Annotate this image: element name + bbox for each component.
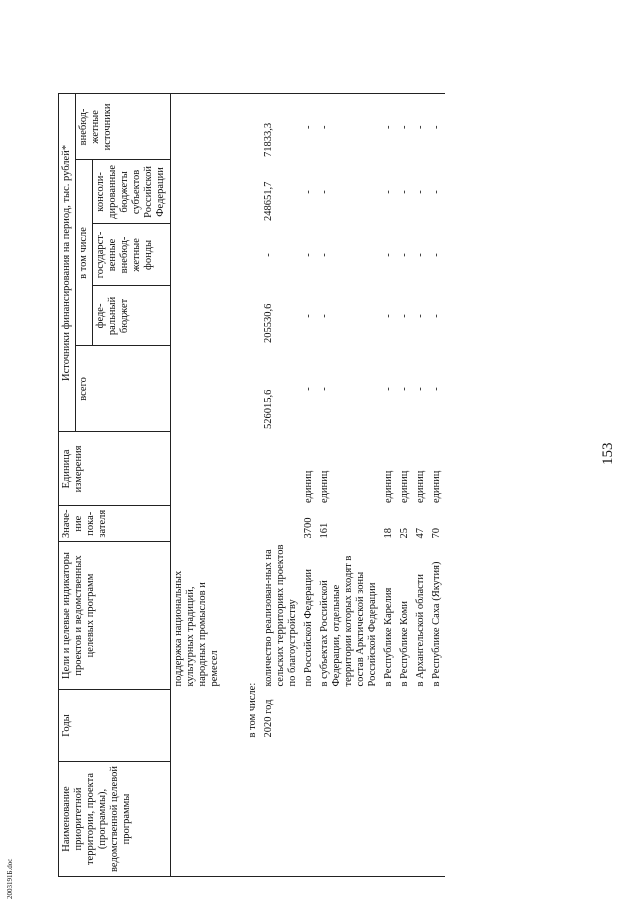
row-consolidated: - bbox=[415, 190, 427, 194]
year-cell: 2020 год bbox=[262, 699, 274, 738]
table-row bbox=[397, 94, 413, 877]
row-value: 161 bbox=[318, 522, 330, 539]
row-total: - bbox=[302, 387, 314, 391]
row-extra: - bbox=[301, 94, 317, 160]
row-state-funds: - bbox=[431, 253, 443, 257]
table-row bbox=[301, 94, 317, 877]
row-federal: - bbox=[383, 314, 395, 318]
table-row bbox=[429, 94, 445, 877]
including-label: в том числе: bbox=[246, 682, 258, 738]
header-state-funds: государст-венные внебюд-жетные фонды bbox=[93, 224, 170, 286]
header-including: в том числе bbox=[76, 160, 93, 346]
row-state-funds: - bbox=[318, 253, 330, 257]
year-extra: 71833,3 bbox=[261, 94, 301, 160]
header-years: Годы bbox=[59, 690, 171, 762]
row-unit: единиц bbox=[399, 470, 411, 503]
year-consolidated: 248651,7 bbox=[262, 181, 274, 221]
row-state-funds: - bbox=[302, 253, 314, 257]
row-federal: - bbox=[318, 314, 330, 318]
row-consolidated: - bbox=[383, 190, 395, 194]
header-unit: Единица измерения bbox=[59, 432, 171, 506]
table-row bbox=[170, 94, 245, 877]
header-value: Значе-ние пока-зателя bbox=[59, 506, 171, 542]
row-total: - bbox=[383, 387, 395, 391]
row-extra: - bbox=[397, 94, 413, 160]
row-goal: в Республике Коми bbox=[399, 601, 411, 687]
table-row bbox=[413, 94, 429, 877]
row-state-funds: - bbox=[383, 253, 395, 257]
row-consolidated: - bbox=[302, 190, 314, 194]
table-row bbox=[381, 94, 397, 877]
row-unit: единиц bbox=[302, 470, 314, 503]
row-federal: - bbox=[399, 314, 411, 318]
year-total: 526015,6 bbox=[262, 389, 274, 429]
row-federal: - bbox=[302, 314, 314, 318]
row-extra: - bbox=[413, 94, 429, 160]
row-state-funds: - bbox=[399, 253, 411, 257]
header-consolidated: консоли-дированные бюджеты субъектов Российской Федерации bbox=[93, 160, 170, 224]
page-number: 153 bbox=[600, 442, 616, 465]
row-extra: - bbox=[429, 94, 445, 160]
header-sources: Источники финансирования на период, тыс. рублей* bbox=[59, 94, 76, 432]
row-unit: единиц bbox=[415, 470, 427, 503]
row-total: - bbox=[431, 387, 443, 391]
table-row bbox=[245, 94, 261, 877]
row-value: 3700 bbox=[302, 517, 314, 539]
row-goal: в Республике Карелия bbox=[383, 587, 395, 687]
row-consolidated: - bbox=[431, 190, 443, 194]
row-goal: в субъектах Российской Федерации, отдельные территории которых входят в состав Арктической зоны Российской Федерации bbox=[318, 555, 379, 687]
row-value: 18 bbox=[383, 528, 395, 539]
row-unit: единиц bbox=[318, 470, 330, 503]
year-state-funds: - bbox=[262, 253, 274, 257]
row-consolidated: - bbox=[399, 190, 411, 194]
row-federal: - bbox=[415, 314, 427, 318]
row-goal: в Архангельской области bbox=[415, 574, 427, 687]
financing-table bbox=[58, 93, 445, 877]
row-unit: единиц bbox=[383, 470, 395, 503]
row-extra: - bbox=[317, 94, 381, 160]
row-state-funds: - bbox=[415, 253, 427, 257]
row-total: - bbox=[318, 387, 330, 391]
header-name: Наименование приоритетной территории, проекта (программы), ведомственной целевой программы bbox=[59, 762, 171, 877]
row-goal: по Российской Федерации bbox=[302, 569, 314, 687]
footer-file-code: 2003191Б.doc bbox=[6, 858, 14, 899]
header-extra: внебюд-жетные источники bbox=[76, 94, 170, 160]
row-extra: - bbox=[381, 94, 397, 160]
year-federal: 205530,6 bbox=[262, 303, 274, 343]
table-row bbox=[317, 94, 381, 877]
row-total: - bbox=[399, 387, 411, 391]
header-total: всего bbox=[76, 346, 170, 432]
row-value: 70 bbox=[431, 528, 443, 539]
row-value: 47 bbox=[415, 528, 427, 539]
year-goal: количество реализован-ных на сельских территориях проектов по благоустройству bbox=[262, 544, 298, 687]
table-row bbox=[261, 94, 301, 877]
row-goal: в Республике Саха (Якутия) bbox=[431, 561, 443, 687]
row-unit: единиц bbox=[431, 470, 443, 503]
intro-goal: поддержка национальных культурных традиций, народных промыслов и ремесел bbox=[172, 570, 220, 687]
row-consolidated: - bbox=[318, 190, 330, 194]
header-goals: Цели и целевые индикаторы проектов и ведомственных целевых программ bbox=[59, 542, 171, 690]
row-federal: - bbox=[431, 314, 443, 318]
row-total: - bbox=[415, 387, 427, 391]
header-federal: феде-ральный бюджет bbox=[93, 286, 170, 346]
row-value: 25 bbox=[399, 528, 411, 539]
